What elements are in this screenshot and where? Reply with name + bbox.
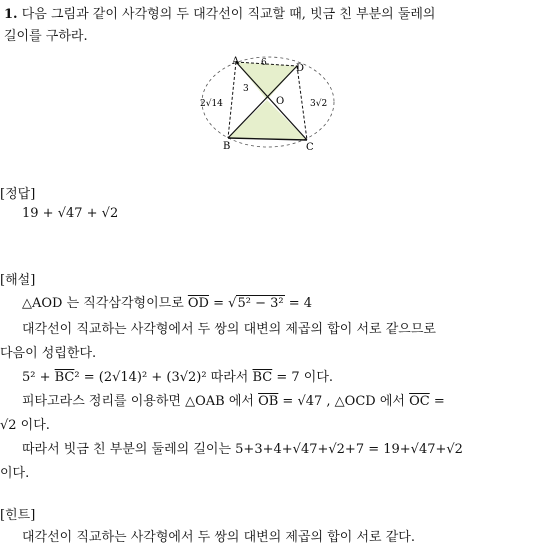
solution-line-5: 피타고라스 정리를 이용하면 △OAB 에서 $\overline{OB} = √47$ , △OCD 에서 $\overline{OC}$ =	[22, 394, 445, 409]
label-b: B	[223, 141, 231, 152]
segment-oc: $\overline{OC}$	[409, 394, 430, 409]
solution-line-3: 다음이 성립한다.	[0, 346, 97, 361]
solution-line-7: 따라서 빗금 친 부분의 둘레의 길이는 5+3+4+√47+√2+7 = 19+√47+√2	[22, 442, 463, 457]
hint-text: 대각선이 직교하는 사각형에서 두 쌍의 대변의 제곱의 합이 서로 같다.	[22, 530, 415, 545]
solution-line-4: $5^2 + \overline{BC}^2 = (2√14)^2 + (3√2)^2$ 따라서 $\overline{BC} = 7$ 이다.	[22, 370, 334, 385]
answer-heading: [정답]	[0, 187, 36, 202]
question-number: 1.	[4, 7, 18, 22]
solution-line-2: 대각선이 직교하는 사각형에서 두 쌍의 대변의 제곱의 합이 서로 같으므로	[22, 322, 436, 337]
label-c: C	[306, 142, 314, 153]
answer-value: 19 + √47 + √2	[22, 206, 119, 221]
length-ab: 2√14	[200, 99, 223, 109]
segment-od: $\overline{OD}$	[187, 296, 209, 311]
solution-line-8: 이다.	[0, 466, 30, 481]
length-ao: 3	[243, 84, 249, 94]
label-a: A	[232, 56, 240, 67]
segment-bc: $\overline{BC}$	[54, 370, 75, 385]
hint-heading: [힌트]	[0, 508, 36, 523]
question-text	[4, 4, 530, 48]
side-ab	[228, 62, 236, 138]
label-o: O	[276, 96, 285, 107]
solution-line-1: △AOD 는 직각삼각형이므로 $\overline{OD} = √5^2 - 3^2 = 4$	[22, 296, 313, 311]
length-dc: 3√2	[310, 99, 328, 109]
solution-line-6: √2 이다.	[0, 418, 50, 433]
side-dc	[297, 66, 307, 140]
length-ad: 6	[261, 58, 267, 68]
label-d: D	[296, 63, 305, 74]
solution-heading: [해설]	[0, 273, 36, 288]
shaded-triangle-boc	[228, 100, 307, 140]
quadrilateral-figure	[190, 54, 350, 156]
segment-bc-2: $\overline{BC}$	[252, 370, 273, 385]
question-line-2: 길이를 구하라.	[4, 29, 88, 44]
question-line-1: 다음 그림과 같이 사각형의 두 대각선이 직교할 때, 빗금 친 부분의 둘레의	[21, 7, 436, 22]
segment-ob: $\overline{OB}$	[258, 394, 279, 409]
